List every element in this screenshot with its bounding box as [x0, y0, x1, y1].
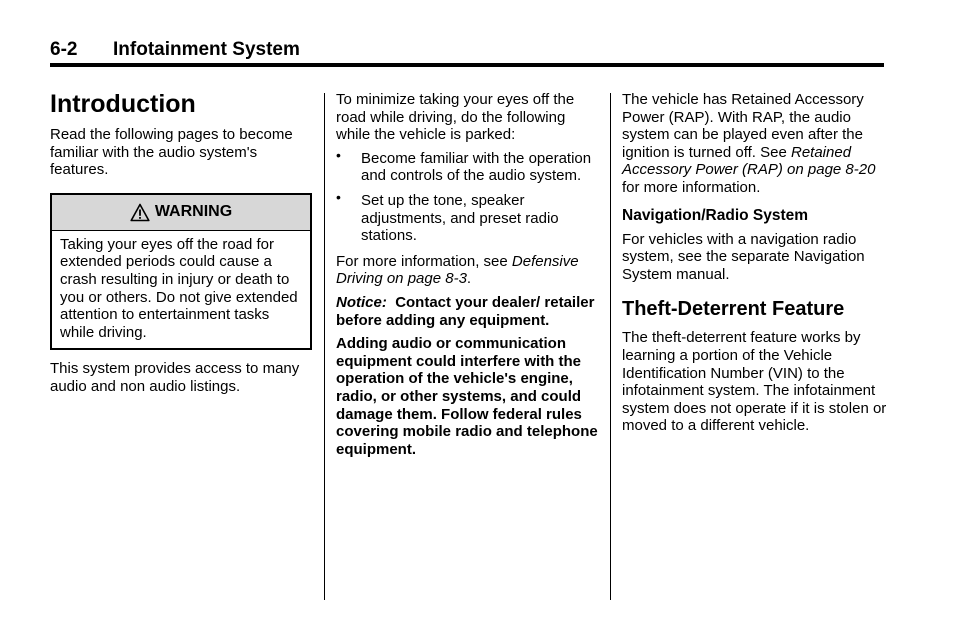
bullet-icon: • [336, 146, 341, 163]
parked-tips-list [336, 146, 598, 245]
listings-paragraph: This system provides access to many audio and non audio listings. [50, 360, 300, 395]
intro-paragraph: Read the following pages to become familiar with the audio system's features. [50, 126, 293, 179]
column-one [50, 91, 312, 402]
column-divider-right [610, 93, 611, 600]
theft-deterrent-paragraph: The theft-deterrent feature works by learning a portion of the Vehicle Identification Number (VIN) to the infotainment system. The infotainment system does not operate if it is stolen or moved to a different vehicle. [622, 329, 887, 435]
notice-label: Notice: [336, 293, 387, 311]
warning-body: Taking your eyes off the road for extended periods could cause a crash resulting in injury or death to you or others. Do not give extended attention to entertainment tasks while driving. [60, 235, 298, 341]
page-number: 6-2 [50, 39, 78, 60]
defensive-driving-link[interactable]: Defensive Driving on page 8-3 [336, 252, 579, 288]
column-three [622, 91, 887, 441]
theft-deterrent-heading: Theft-Deterrent Feature [622, 298, 845, 321]
notice-detail-paragraph: Adding audio or communication equipment could interfere with the operation of the vehicle's engine, radio, or other systems, and could damage them. Follow federal rules covering mobile radio and telephone equipment. [336, 335, 598, 458]
introduction-heading: Introduction [50, 90, 196, 118]
warning-box [50, 193, 312, 351]
navigation-radio-heading: Navigation/Radio System [622, 206, 809, 224]
bullet-icon: • [336, 188, 341, 205]
rap-paragraph: The vehicle has Retained Accessory Power (RAP). With RAP, the audio system can be played even after the ignition is turned off. See Retained Accessory Power (RAP) on page 8-20 for more information. [622, 91, 876, 196]
minimize-paragraph: To minimize taking your eyes off the road while driving, do the following while the vehicle is parked: [336, 91, 575, 144]
list-item: • Become familiar with the operation and controls of the audio system. [336, 146, 592, 185]
page-header [50, 39, 300, 61]
list-item: • Set up the tone, speaker adjustments, and preset radio stations. [336, 188, 559, 245]
column-two [336, 91, 598, 464]
warning-triangle-icon [130, 203, 150, 222]
warning-header [52, 195, 310, 231]
warning-title: WARNING [154, 203, 233, 221]
notice-paragraph: Notice: Contact your dealer/ retailer before adding any equipment. [336, 293, 595, 329]
more-info-paragraph: For more information, see Defensive Driving on page 8-3. [336, 252, 579, 288]
column-divider-left [324, 93, 325, 600]
navigation-paragraph: For vehicles with a navigation radio system, see the separate Navigation System manual. [622, 230, 865, 283]
rap-link[interactable]: Retained Accessory Power (RAP) on page 8-20 [622, 143, 876, 179]
header-rule [50, 63, 884, 67]
section-title: Infotainment System [113, 39, 300, 60]
